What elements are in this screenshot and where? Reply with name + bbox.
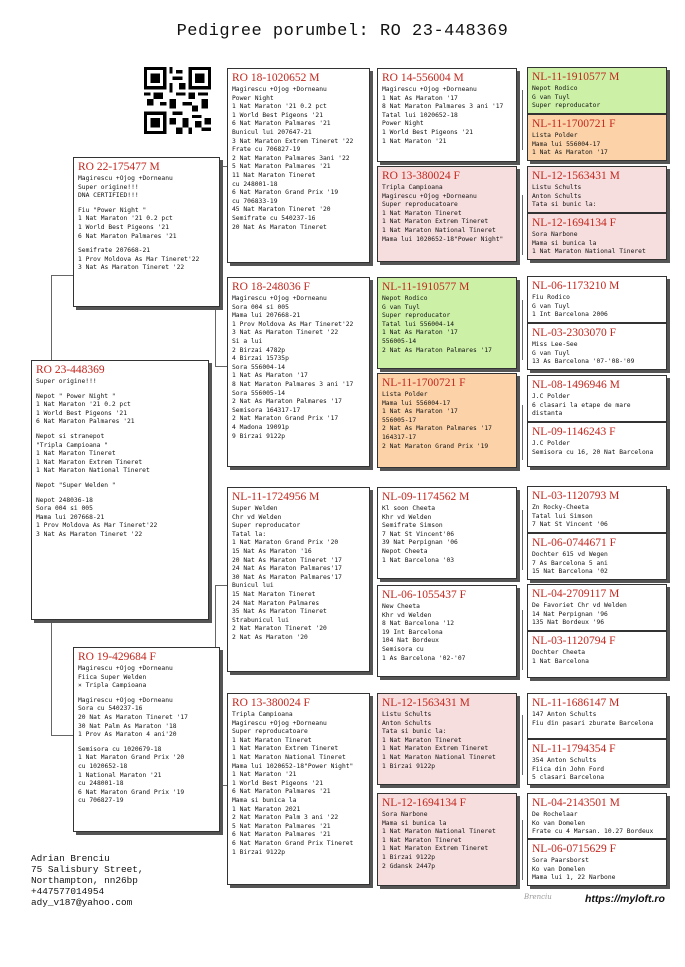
card-line: 20 Nat As Maraton Tineret '17 [232, 556, 342, 564]
ring-number: NL-12-1563431 M [382, 697, 470, 709]
card-line: Dochter Cheeta [532, 649, 586, 656]
pedigree-card-gen5 [527, 422, 667, 467]
card-line: 1 Nat Maraton Tineret [382, 736, 462, 744]
card-line: Fiu Rodico [532, 294, 570, 301]
card-line: G van Tuyl [382, 303, 420, 311]
pedigree-card-gen4 [377, 277, 517, 369]
card-line: Nepot "Super Welden " [36, 481, 116, 489]
card-line: Ko van Domelen [532, 819, 586, 827]
card-line: 15 Nat Maraton Tineret [232, 590, 316, 598]
card-line: Super reproducator [382, 312, 451, 320]
card-line: Magirescu +Ojog +Dorneanu [78, 665, 173, 672]
pedigree-card-gen5 [527, 375, 667, 422]
ring-number: NL-11-1724956 M [232, 491, 320, 503]
ring-number: NL-03-1120793 M [532, 490, 620, 502]
card-line: Magirescu +Ojog +Dorneanu [382, 192, 477, 200]
connector-line [522, 195, 523, 255]
pedigree-card-gen4 [377, 166, 517, 262]
card-line: G van Tuyl [532, 93, 570, 101]
pedigree-card-gen5 [527, 213, 667, 260]
card-line: Sora Narbone [382, 811, 428, 818]
owner-city: Northampton, nn26bp [31, 875, 138, 886]
card-line: DNA CERTIFIED!!! [78, 192, 139, 200]
card-line: 1 World Best Pigeons '21 [78, 223, 169, 231]
card-line: 6 Nat Maraton Grand Prix Tineret [232, 839, 354, 847]
card-line: 6 Nat Maraton Palmares '21 [232, 788, 331, 796]
qr-code-icon [144, 67, 211, 134]
card-line: Nepot Rodico [532, 85, 578, 92]
card-line: 2 Nat As Maraton Palmares '17 [382, 346, 492, 354]
ring-number: NL-06-0715629 F [532, 843, 617, 855]
card-line: 7 Nat St Vincent '06 [532, 521, 608, 529]
card-line: 19 Int Barcelona [382, 628, 443, 636]
pedigree-card-gen3 [227, 487, 370, 672]
card-line: Mama lui 556004-17 [382, 399, 451, 407]
ring-number: NL-06-1055437 F [382, 589, 467, 601]
card-line: De Favoriet Chr vd Welden [532, 602, 627, 609]
card-line: Khr vd Welden [382, 611, 432, 619]
card-line: 1 Prov Moldova As Mar Tineret'22 [36, 522, 158, 530]
card-line: Kl soon Cheeta [382, 505, 436, 512]
card-line: Frate cu 4 Marsan. 10.27 Bordeux [532, 828, 654, 836]
card-line: 3 Nat As Maraton Tineret '22 [232, 329, 339, 337]
card-line: 1 Nat Maraton National Tineret [382, 753, 496, 761]
card-line: Semifrate cu 540237-16 [232, 214, 316, 222]
card-line: Sora 004 si 005 [232, 303, 289, 311]
card-line: 1 Nat Maraton Extrem Tineret [382, 218, 489, 226]
ring-number: RO 23-448369 [36, 364, 105, 376]
owner-contact [31, 853, 144, 908]
card-line: Mama lui 1, 22 Narbone [532, 874, 616, 882]
card-line: Tripla Campioana [382, 184, 443, 191]
ring-number: NL-11-1686147 M [532, 697, 620, 709]
card-line: 4 Madona 19091p [232, 423, 289, 431]
card-line: 556005-14 [382, 337, 417, 345]
card-line: 20 Nat As Maraton Tineret [232, 223, 327, 231]
card-line: 2 Nat Maraton Palmares 3ani '22 [232, 154, 350, 162]
pedigree-card-dam [73, 647, 220, 832]
card-line: 1 Nat As Maraton '17 [382, 408, 458, 416]
card-line: Magirescu +Ojog +Dorneanu [78, 175, 173, 182]
card-line: Anton Schults [382, 719, 432, 727]
card-line: cu 248001-18 [78, 780, 124, 788]
card-line: Chr vd Welden [232, 513, 282, 521]
card-line: 1 Nat Maraton Extrem Tineret [232, 745, 339, 753]
card-line: Tatal lui 1020652-18 [382, 111, 458, 119]
card-line: 6 Nat Maraton Palmares '21 [36, 418, 135, 426]
signature: Brenciu [524, 893, 552, 901]
card-line: Bunicul lui 207647-21 [232, 128, 312, 136]
ring-number: RO 18-1020652 M [232, 72, 320, 84]
ring-number: NL-12-1694134 F [532, 217, 617, 229]
card-line: 1 Nat Maraton National Tineret [36, 467, 150, 475]
card-line: distanta [532, 410, 563, 418]
card-line: Zn Rocky-Cheeta [532, 504, 589, 511]
card-line: Super reproducator [232, 522, 301, 530]
card-line: 11 Nat Maraton Tineret [232, 171, 316, 179]
ring-number: NL-11-1910577 M [382, 281, 470, 293]
card-line: 354 Anton Schults [532, 757, 597, 764]
card-line: 15 Nat As Maraton '16 [232, 547, 312, 555]
pedigree-card-gen5 [527, 166, 667, 213]
card-line: Sora Paarsborst [532, 857, 589, 864]
card-line: Semisora cu 16, 20 Nat Barcelona [532, 448, 654, 456]
card-line: G van Tuyl [532, 302, 570, 310]
card-line: 1 Nat Maraton Tineret [232, 736, 312, 744]
card-line: 4 Birzai 15735p [232, 355, 289, 363]
card-line: Mama lui 1020652-18"Power Night" [232, 762, 354, 770]
card-line: cu 1020652-18 [78, 762, 128, 770]
card-line: Tata si bunic la: [532, 201, 597, 209]
ring-number: NL-04-2143501 M [532, 797, 620, 809]
card-line: Super origine!!! [36, 378, 97, 385]
card-line: New Cheeta [382, 603, 420, 610]
card-line: 2 Nat Maraton Palm 3 ani '22 [232, 814, 339, 822]
card-line: Strabunicul lui [232, 616, 289, 624]
ring-number: NL-11-1910577 M [532, 71, 620, 83]
connector-line [522, 405, 523, 460]
page-title: Pedigree porumbel: RO 23-448369 [176, 22, 509, 41]
card-line: Dochter 615 vd Wegen [532, 551, 608, 558]
card-line: × Tripla Campioana [78, 682, 147, 690]
pedigree-card-gen5 [527, 486, 667, 533]
card-line: Super Welden [232, 505, 278, 512]
connector-line [522, 300, 523, 360]
card-line: 2 Nat As Maraton Palmares '17 [232, 398, 342, 406]
ring-number: NL-06-1173210 M [532, 280, 620, 292]
connector-line [51, 735, 73, 736]
connector-line [522, 715, 523, 775]
card-line: 1 Nat Maraton Grand Prix '20 [78, 754, 185, 762]
connector-line [51, 620, 52, 735]
ring-number: NL-04-2709117 M [532, 588, 620, 600]
card-line: 1 Nat Barcelona [532, 657, 589, 665]
card-line: Fiica Super Welden [78, 673, 147, 681]
card-line: 1 Nat Maraton 2021 [232, 805, 301, 813]
card-line: Sora 556005-14 [232, 389, 286, 397]
card-line: 1 Nat Maraton National Tineret [532, 248, 646, 256]
card-line: 14 Nat Perpignan '96 [532, 610, 608, 618]
pedigree-card-gen5 [527, 793, 667, 839]
card-line: 1 World Best Pigeons '21 [36, 409, 127, 417]
ring-number: NL-09-1146243 F [532, 426, 616, 438]
pedigree-card-gen5 [527, 584, 667, 631]
connector-line [51, 275, 52, 360]
card-line: Semifrate Simson [382, 522, 443, 530]
card-line: 1 Nat Barcelona '03 [382, 556, 455, 564]
card-line: 15 Nat Barcelona '02 [532, 568, 608, 576]
pedigree-card-gen5 [527, 323, 667, 370]
card-line: Bunicul lui [232, 582, 274, 590]
ring-number: NL-11-1700721 F [382, 377, 466, 389]
card-line: 8 Nat Maraton Palmares 3 ani '17 [382, 103, 504, 111]
pedigree-card-gen5 [527, 114, 667, 161]
card-line: Tripla Campioana [232, 711, 293, 718]
website-link[interactable]: https://myloft.ro [585, 893, 665, 905]
card-line: 1 Nat As Maraton '17 [382, 94, 458, 102]
card-line: 1 Nat Maraton Extrem Tineret [36, 458, 143, 466]
connector-line [215, 585, 227, 586]
card-line: 5 Nat Maraton Palmares '21 [232, 822, 331, 830]
pedigree-card-gen3 [227, 68, 370, 263]
card-line: Anton Schults [532, 192, 582, 200]
ring-number: NL-09-1174562 M [382, 491, 470, 503]
card-line: Fiu din pasari zburate Barcelona [532, 719, 654, 727]
ring-number: NL-11-1700721 F [532, 118, 616, 130]
card-line: 9 Birzai 9122p [232, 432, 286, 440]
card-line: 3 Nat As Maraton Tineret '22 [78, 264, 185, 272]
card-line: 1 Nat Maraton National Tineret [382, 226, 496, 234]
card-line: 3 Nat As Maraton Tineret '22 [36, 530, 143, 538]
card-line: Nepot 248036-18 [36, 496, 93, 504]
card-line: Magirescu +Ojog +Dorneanu [232, 719, 327, 727]
card-line: 30 Nat Palm As Maraton '18 [78, 722, 177, 730]
ring-number: NL-12-1694134 F [382, 797, 467, 809]
card-line: Super origine!!! [78, 183, 139, 191]
card-line: 1 Prov Moldova As Mar Tineret'22 [232, 320, 354, 328]
card-line: Tatal lui Simson [532, 512, 593, 520]
card-line: Nepot " Power Night " [36, 392, 116, 400]
ring-number: RO 13-380024 F [382, 170, 460, 182]
card-line: Mama si bunica la [532, 239, 597, 247]
card-line: 30 Nat As Maraton Palmares'17 [232, 573, 342, 581]
card-line: 1 Nat Maraton Tineret [36, 450, 116, 458]
pedigree-card-gen5 [527, 693, 667, 739]
card-line: 1 Prov Moldova As Mar Tineret'22 [78, 255, 200, 263]
card-line: 3 Nat Maraton Extrem Tineret '22 [232, 137, 354, 145]
card-line: Mama si bunica la [232, 796, 297, 804]
card-line: 1 Nat Maraton '21 [382, 137, 447, 145]
ring-number: RO 14-556004 M [382, 72, 464, 84]
card-line: Listu Schults [532, 184, 582, 191]
card-line: Nepot si stranepot [36, 432, 105, 440]
card-line: 556005-17 [382, 416, 417, 424]
card-line: 2 Nat As Maraton '20 [232, 633, 308, 641]
card-line: cu 706833-19 [232, 197, 278, 205]
card-line: 6 Nat Maraton Palmares '21 [232, 120, 331, 128]
card-line: 2 Nat Maraton Tineret '20 [232, 625, 327, 633]
pedigree-card-gen3 [227, 693, 370, 885]
ring-number: RO 13-380024 F [232, 697, 310, 709]
card-line: 1 Nat Maraton Tineret [382, 836, 462, 844]
card-line: Tata si bunic la: [382, 728, 447, 736]
pedigree-card-gen5 [527, 739, 667, 785]
ring-number: NL-06-0744671 F [532, 537, 617, 549]
pedigree-card-gen4 [377, 585, 517, 677]
card-line: Khr vd Welden [382, 513, 432, 521]
card-line: Miss Lee-See [532, 341, 578, 348]
ring-number: NL-12-1563431 M [532, 170, 620, 182]
card-line: Mama lui 556004-17 [532, 140, 601, 148]
card-line: Magirescu +Ojog +Dorneanu [232, 295, 327, 302]
pedigree-card-gen4 [377, 793, 517, 886]
card-line: Super reproducatoare [232, 728, 308, 736]
card-line: Tatal lui 556004-14 [382, 320, 455, 328]
card-line: 7 Nat St Vincent'06 [382, 530, 455, 538]
card-line: 8 Nat Maraton Palmares 3 ani '17 [232, 380, 354, 388]
card-line: 7 As Barcelona 5 ani [532, 559, 608, 567]
card-line: Tatal la: [232, 530, 267, 538]
card-line: 6 Nat Maraton Palmares '21 [78, 232, 177, 240]
pedigree-card-gen5 [527, 276, 667, 323]
card-line: Sora 556004-14 [232, 363, 286, 371]
card-line: 1 Nat Maraton '21 0.2 pct [36, 401, 131, 409]
card-line: 1 Nat As Maraton '17 [382, 329, 458, 337]
card-line: Magirescu +Ojog +Dorneanu [78, 696, 173, 704]
card-line: 35 Nat As Maraton Tineret [232, 608, 327, 616]
card-line: Lista Polder [382, 391, 428, 398]
card-line: cu 706827-19 [78, 797, 124, 805]
card-line: 2 Nat Maraton Grand Prix '17 [232, 415, 339, 423]
card-line: G van Tuyl [532, 349, 570, 357]
card-line: 104 Nat Bordeux [382, 637, 439, 645]
card-line: 1 World Best Pigeons '21 [382, 128, 473, 136]
card-line: Sora 004 si 005 [36, 505, 93, 513]
ring-number: NL-11-1794354 F [532, 743, 616, 755]
card-line: Super reproducatoare [382, 201, 458, 209]
card-line: cu 248001-18 [232, 180, 278, 188]
card-line: 2 Gdansk 2447p [382, 862, 436, 870]
card-line: 6 Nat Maraton Grand Prix '19 [78, 788, 185, 796]
card-line: Power Night [232, 94, 274, 102]
pedigree-card-gen4 [377, 487, 517, 579]
card-line: 24 Nat Maraton Palmares [232, 599, 320, 607]
card-line: 1 Nat Maraton National Tineret [232, 753, 346, 761]
ring-number: NL-03-2303070 F [532, 327, 617, 339]
card-line: 1 World Best Pigeons '21 [232, 111, 323, 119]
card-line: J.C Polder [532, 393, 570, 400]
card-line: Fiu "Power Night " [78, 206, 147, 214]
card-line: 2 Birzai 4782p [232, 346, 286, 354]
pedigree-card-gen4 [377, 693, 517, 785]
ring-number: NL-03-1120794 F [532, 635, 616, 647]
card-line: 135 Nat Bordeux '96 [532, 619, 605, 627]
card-line: 6 Nat Maraton Grand Prix '19 [232, 189, 339, 197]
card-line: Semifrate 207668-21 [78, 247, 151, 255]
ring-number: RO 19-429684 F [78, 651, 156, 663]
owner-email[interactable]: ady_v187@yahoo.com [31, 897, 133, 908]
card-line: Ko van Domelen [532, 865, 586, 873]
card-line: 8 Nat Barcelona '12 [382, 620, 455, 628]
pedigree-card-sire [73, 157, 220, 307]
card-line: Sora Narbone [532, 231, 578, 238]
card-line: 45 Nat Maraton Tineret '20 [232, 206, 331, 214]
card-line: 13 As Barcelona '07-'08-'09 [532, 358, 635, 366]
card-line: 1 National Maraton '21 [78, 771, 162, 779]
card-line: 1 Nat Maraton Extrem Tineret [382, 845, 489, 853]
pedigree-card-gen5 [527, 631, 667, 678]
card-line: Nepot Rodico [382, 295, 428, 302]
card-line: 1 Nat Maraton National Tineret [382, 828, 496, 836]
card-line: Lista Polder [532, 132, 578, 139]
card-line: De Rochelaar [532, 811, 578, 818]
card-line: 164317-17 [382, 433, 417, 441]
owner-street: 75 Salisbury Street, [31, 864, 144, 875]
card-line: 24 Nat As Maraton Palmares'17 [232, 565, 342, 573]
pedigree-card-subject [31, 360, 209, 620]
card-line: 1 World Best Pigeons '21 [232, 779, 323, 787]
card-line: Nepot Cheeta [382, 547, 428, 555]
card-line: 2 Nat As Maraton Palmares '17 [382, 425, 492, 433]
ring-number: RO 18-248036 F [232, 281, 310, 293]
card-line: Listu Schults [382, 711, 432, 718]
card-line: 20 Nat As Maraton Tineret '17 [78, 713, 188, 721]
card-line: 1 Birzai 9122p [232, 848, 286, 856]
card-line: 6 clasari la etape de mare [532, 401, 631, 409]
card-line: 1 Int Barcelona 2006 [532, 311, 608, 319]
card-line: 1 As Barcelona '02-'07 [382, 654, 466, 662]
connector-line [522, 820, 523, 880]
pedigree-card-gen5 [527, 67, 667, 114]
connector-line [215, 366, 227, 367]
card-line: 1 Nat Maraton Extrem Tineret [382, 745, 489, 753]
card-line: 1 Birzai 9122p [382, 762, 436, 770]
owner-name: Adrian Brenciu [31, 853, 110, 864]
card-line: Mama si bunica la [382, 819, 447, 827]
card-line: Mama lui 207668-21 [36, 513, 105, 521]
card-line: Si a lui [232, 337, 263, 345]
card-line: 39 Nat Perpignan '06 [382, 539, 458, 547]
card-line: 1 Nat As Maraton '17 [532, 149, 608, 157]
card-line: 5 Nat Maraton Palmares '21 [232, 163, 331, 171]
connector-line [522, 610, 523, 670]
ring-number: NL-08-1496946 M [532, 379, 620, 391]
card-line: 5 clasari Barcelona [532, 774, 605, 782]
card-line: Semisora cu [382, 645, 424, 653]
pedigree-card-gen4 [377, 68, 517, 162]
card-line: 1 Nat Maraton Tineret [382, 209, 462, 217]
card-line: 147 Anton Schults [532, 711, 597, 718]
owner-phone: +447577014954 [31, 886, 105, 897]
card-line: "Tripla Campioana " [36, 441, 109, 449]
card-line: Power Night [382, 120, 424, 128]
ring-number: RO 22-175477 M [78, 161, 160, 173]
card-line: Frate cu 706827-19 [232, 146, 301, 154]
connector-line [522, 90, 523, 150]
card-line: Semisora 164317-17 [232, 406, 301, 414]
card-line: Mama lui 207668-21 [232, 312, 301, 320]
card-line: Mama lui 1020652-18"Power Night" [382, 235, 504, 243]
card-line: Super reproducator [532, 102, 601, 110]
connector-line [51, 275, 73, 276]
card-line: Magirescu +Ojog +Dorneanu [232, 86, 327, 93]
card-line: 1 Nat Maraton Grand Prix '20 [232, 539, 339, 547]
card-line: Sora cu 540237-16 [78, 705, 143, 713]
card-line: 6 Nat Maraton Palmares '21 [232, 831, 331, 839]
card-line: 1 Nat Maraton '21 0.2 pct [232, 103, 327, 111]
pedigree-card-gen3 [227, 277, 370, 467]
card-line: 1 Prov As Maraton 4 ani'20 [78, 731, 177, 739]
card-line: 1 Birzai 9122p [382, 853, 436, 861]
card-line: Semisora cu 1020679-18 [78, 745, 162, 753]
pedigree-card-gen5 [527, 533, 667, 580]
card-line: 1 Nat Maraton '21 0.2 pct [78, 215, 173, 223]
card-line: 1 Nat As Maraton '17 [232, 372, 308, 380]
pedigree-card-gen4 [377, 373, 517, 468]
card-line: 2 Nat Maraton Grand Prix '19 [382, 442, 489, 450]
card-line: 1 Nat Maraton '21 [232, 771, 297, 779]
card-line: Magirescu +Ojog +Dorneanu [382, 86, 477, 93]
card-line: Fiica din John Ford [532, 765, 605, 773]
card-line: J.C Polder [532, 440, 570, 447]
pedigree-card-gen5 [527, 839, 667, 886]
connector-line [522, 510, 523, 570]
